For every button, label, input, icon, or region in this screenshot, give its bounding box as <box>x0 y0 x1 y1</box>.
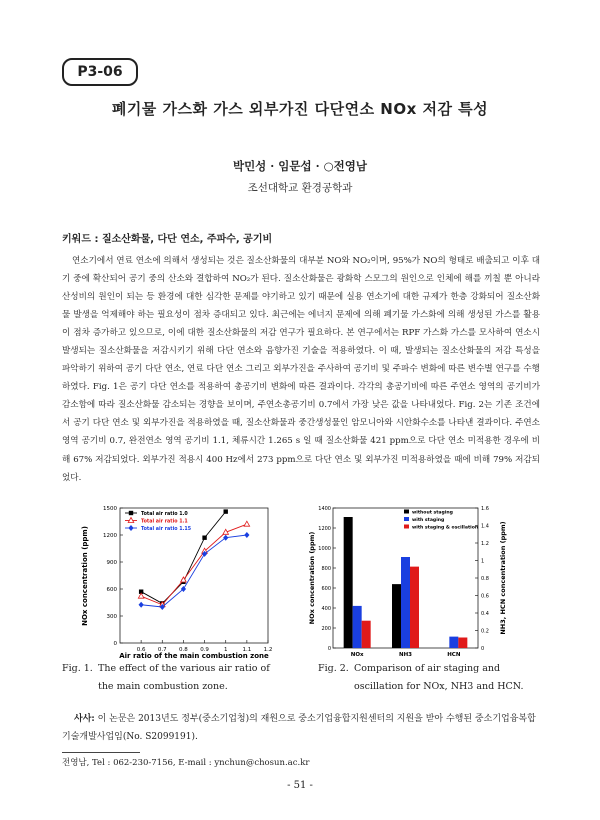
y-right-tick-label: 1 <box>481 558 485 565</box>
y-right-tick-label: 1.4 <box>481 523 489 530</box>
contact-info: 전영남, Tel : 062-230-7156, E-mail : ynchun@chosun.ac.kr <box>62 758 310 768</box>
y-axis-label: NOx concentration (ppm) <box>81 526 89 626</box>
x-tick-label: 0.7 <box>157 647 167 653</box>
y-right-tick-label: 1.2 <box>481 541 489 547</box>
y-tick-label: 1200 <box>103 533 117 539</box>
bar <box>362 621 371 648</box>
legend-swatch <box>404 517 409 521</box>
legend-label: Total air ratio 1.0 <box>141 512 188 517</box>
y-left-tick-label: 200 <box>321 626 331 632</box>
y-left-tick-label: 800 <box>321 566 331 572</box>
keywords: 키워드 : 질소산화물, 다단 연소, 주파수, 공기비 <box>62 234 273 245</box>
body-text: 연소기에서 연료 연소에 의해서 생성되는 것은 질소산화물의 대부분 NO와 NO₂이며, 95%가 NO의 형태로 배출되고 이후 대기 중에 확산되어 공기 중의 산소와 결합하여 NO₂가 된다. 질소산화물은 광화학 스모그의 원인으로 인체에 해를 끼칠 뿐 아니라 산성비의 원인이 되는 등 환경에 대한 심각한 문제를 야기하고 있기 때문에 실용 연소기에 대한 규제가 한층 강화되어 질소산화물 발생을 억제해야 하는 필요성이 점차 증대되고 있다. 최근에는 에너지 문제에 의해 폐기물 가스화에 의해 생성된 가스를 활용이 점차 증가하고 있으므로, 이에 대한 질소산화물의 저감 연구가 필요하다. 본 연구에서는 RPF 가스화 가스를 모사하여 연소시 발생되는 질소산화물을 저감시키기 위해 다단 연소와 음향가진 기술을 적용하였다. 이 때, 발생되는 질소산화물의 저감 특성을 파악하기 위하여 공기 다단 연소, 연료 다단 연소 그리고 외부가진을 주사하여 공기비 및 주파수 변화에 따른 변수별 연구를 수행하였다. Fig. 1은 공기 다단 연소를 적용하여 총공기비 변화에 따른 결과이다. 각각의 총공기비에 따른 주연소 영역의 공기비가 감소함에 따라 질소산화물 감소되는 경향을 보이며, 주연소총공기비 0.7에서 가장 낮은 값을 나타내었다. Fig. 2는 기존 조건에서 공기 다단 연소 및 외부가진을 적용하였을 때, 질소산화물과 중간생성물인 암모니아와 시안화수소를 나타낸 결과이다. 주연소 영역 공기비 0.7, 완전연소 영역 공기비 1.1, 체류시간 1.265 s 일 때 질소산화물 421 ppm으로 다단 연소 미적용한 경우에 비해 67% 저감되었다. 외부가진 적용시 400 Hz에서 273 ppm으로 다단 연소 및 외부가진 미적용하였을 때에 비해 79% 저감되었다. <box>62 256 540 483</box>
legend-swatch <box>404 525 409 529</box>
figure-1-caption-text: The effect of the various air ratio of the main combustion zone. <box>98 663 270 692</box>
legend-label: with staging <box>412 518 445 523</box>
data-point <box>224 509 228 513</box>
legend-label: Total air ratio 1.15 <box>141 527 192 532</box>
legend-swatch <box>404 510 409 514</box>
y-left-tick-label: 1000 <box>318 546 331 552</box>
affiliation: 조선대학교 환경공학과 <box>247 182 353 194</box>
y-tick-label: 300 <box>106 614 117 620</box>
figure-1-label: Fig. 1. <box>62 663 93 674</box>
category-label: NH3 <box>398 652 413 658</box>
y-right-tick-label: 1.6 <box>481 506 489 512</box>
y-left-tick-label: 0 <box>327 646 331 652</box>
legend-label: Total air ratio 1.1 <box>141 519 188 525</box>
figure-2-caption-text: Comparison of air staging and oscillation for NOx, NH3 and HCN. <box>354 663 524 692</box>
bar <box>449 637 458 648</box>
y-axis-right-label: NH3, HCN concentration (ppm) <box>499 521 507 635</box>
x-tick-label: 0.6 <box>136 647 146 653</box>
page-number: - 51 - <box>287 780 313 791</box>
bar <box>410 567 419 648</box>
y-right-tick-label: 0.4 <box>481 611 489 617</box>
y-tick-label: 0 <box>113 641 117 647</box>
bar <box>353 606 362 648</box>
figure-2-label: Fig. 2. <box>318 663 349 674</box>
acknowledgement-heading: 사사: <box>74 714 95 724</box>
y-axis-left-label: NOx concentration (ppm) <box>308 531 316 625</box>
y-left-tick-label: 600 <box>321 586 331 592</box>
x-tick-label: 1.1 <box>242 647 252 653</box>
x-tick-label: 1.2 <box>263 647 273 653</box>
bar <box>392 584 401 648</box>
figure-1-caption <box>62 660 292 700</box>
paper-title: 폐기물 가스화 가스 외부가진 다단연소 NOx 저감 특성 <box>111 100 489 118</box>
data-point <box>202 536 206 540</box>
figure-2-caption <box>318 660 548 700</box>
y-right-tick-label: 0 <box>481 646 485 652</box>
x-tick-label: 1 <box>223 647 228 653</box>
y-tick-label: 900 <box>106 560 117 566</box>
bar <box>458 638 467 649</box>
y-right-tick-label: 0.8 <box>481 576 489 582</box>
y-right-tick-label: 0.2 <box>481 628 489 635</box>
legend-label: with staging & oscillation <box>412 525 479 531</box>
bar <box>401 557 410 648</box>
y-tick-label: 1500 <box>103 506 117 512</box>
bar <box>344 517 353 648</box>
y-tick-label: 600 <box>106 587 117 593</box>
acknowledgement <box>62 710 540 746</box>
authors: 박민성 · 임문섭 · ○전영남 <box>232 159 368 173</box>
y-left-tick-label: 1200 <box>318 526 331 532</box>
footnote-rule <box>62 752 140 753</box>
session-badge: P3-06 <box>62 58 138 86</box>
y-right-tick-label: 0.6 <box>481 593 489 600</box>
x-axis-label: Air ratio of the main combustion zone <box>119 652 269 660</box>
figure-2-chart <box>305 498 525 660</box>
category-label: HCN <box>447 652 461 658</box>
x-tick-label: 0.8 <box>179 647 188 653</box>
figure-1-chart <box>75 498 275 668</box>
acknowledgement-text: 이 논문은 2013년도 정부(중소기업청)의 재원으로 중소기업융합지원센터의 지원을 받아 수행된 중소기업융복합기술개발사업임(No. S2099191). <box>62 714 536 742</box>
x-tick-label: 0.9 <box>200 647 209 653</box>
y-left-tick-label: 400 <box>321 606 331 612</box>
category-label: NOx <box>350 652 364 658</box>
data-point <box>129 511 133 515</box>
legend-label: without staging <box>412 510 453 516</box>
y-left-tick-label: 1400 <box>318 506 331 512</box>
